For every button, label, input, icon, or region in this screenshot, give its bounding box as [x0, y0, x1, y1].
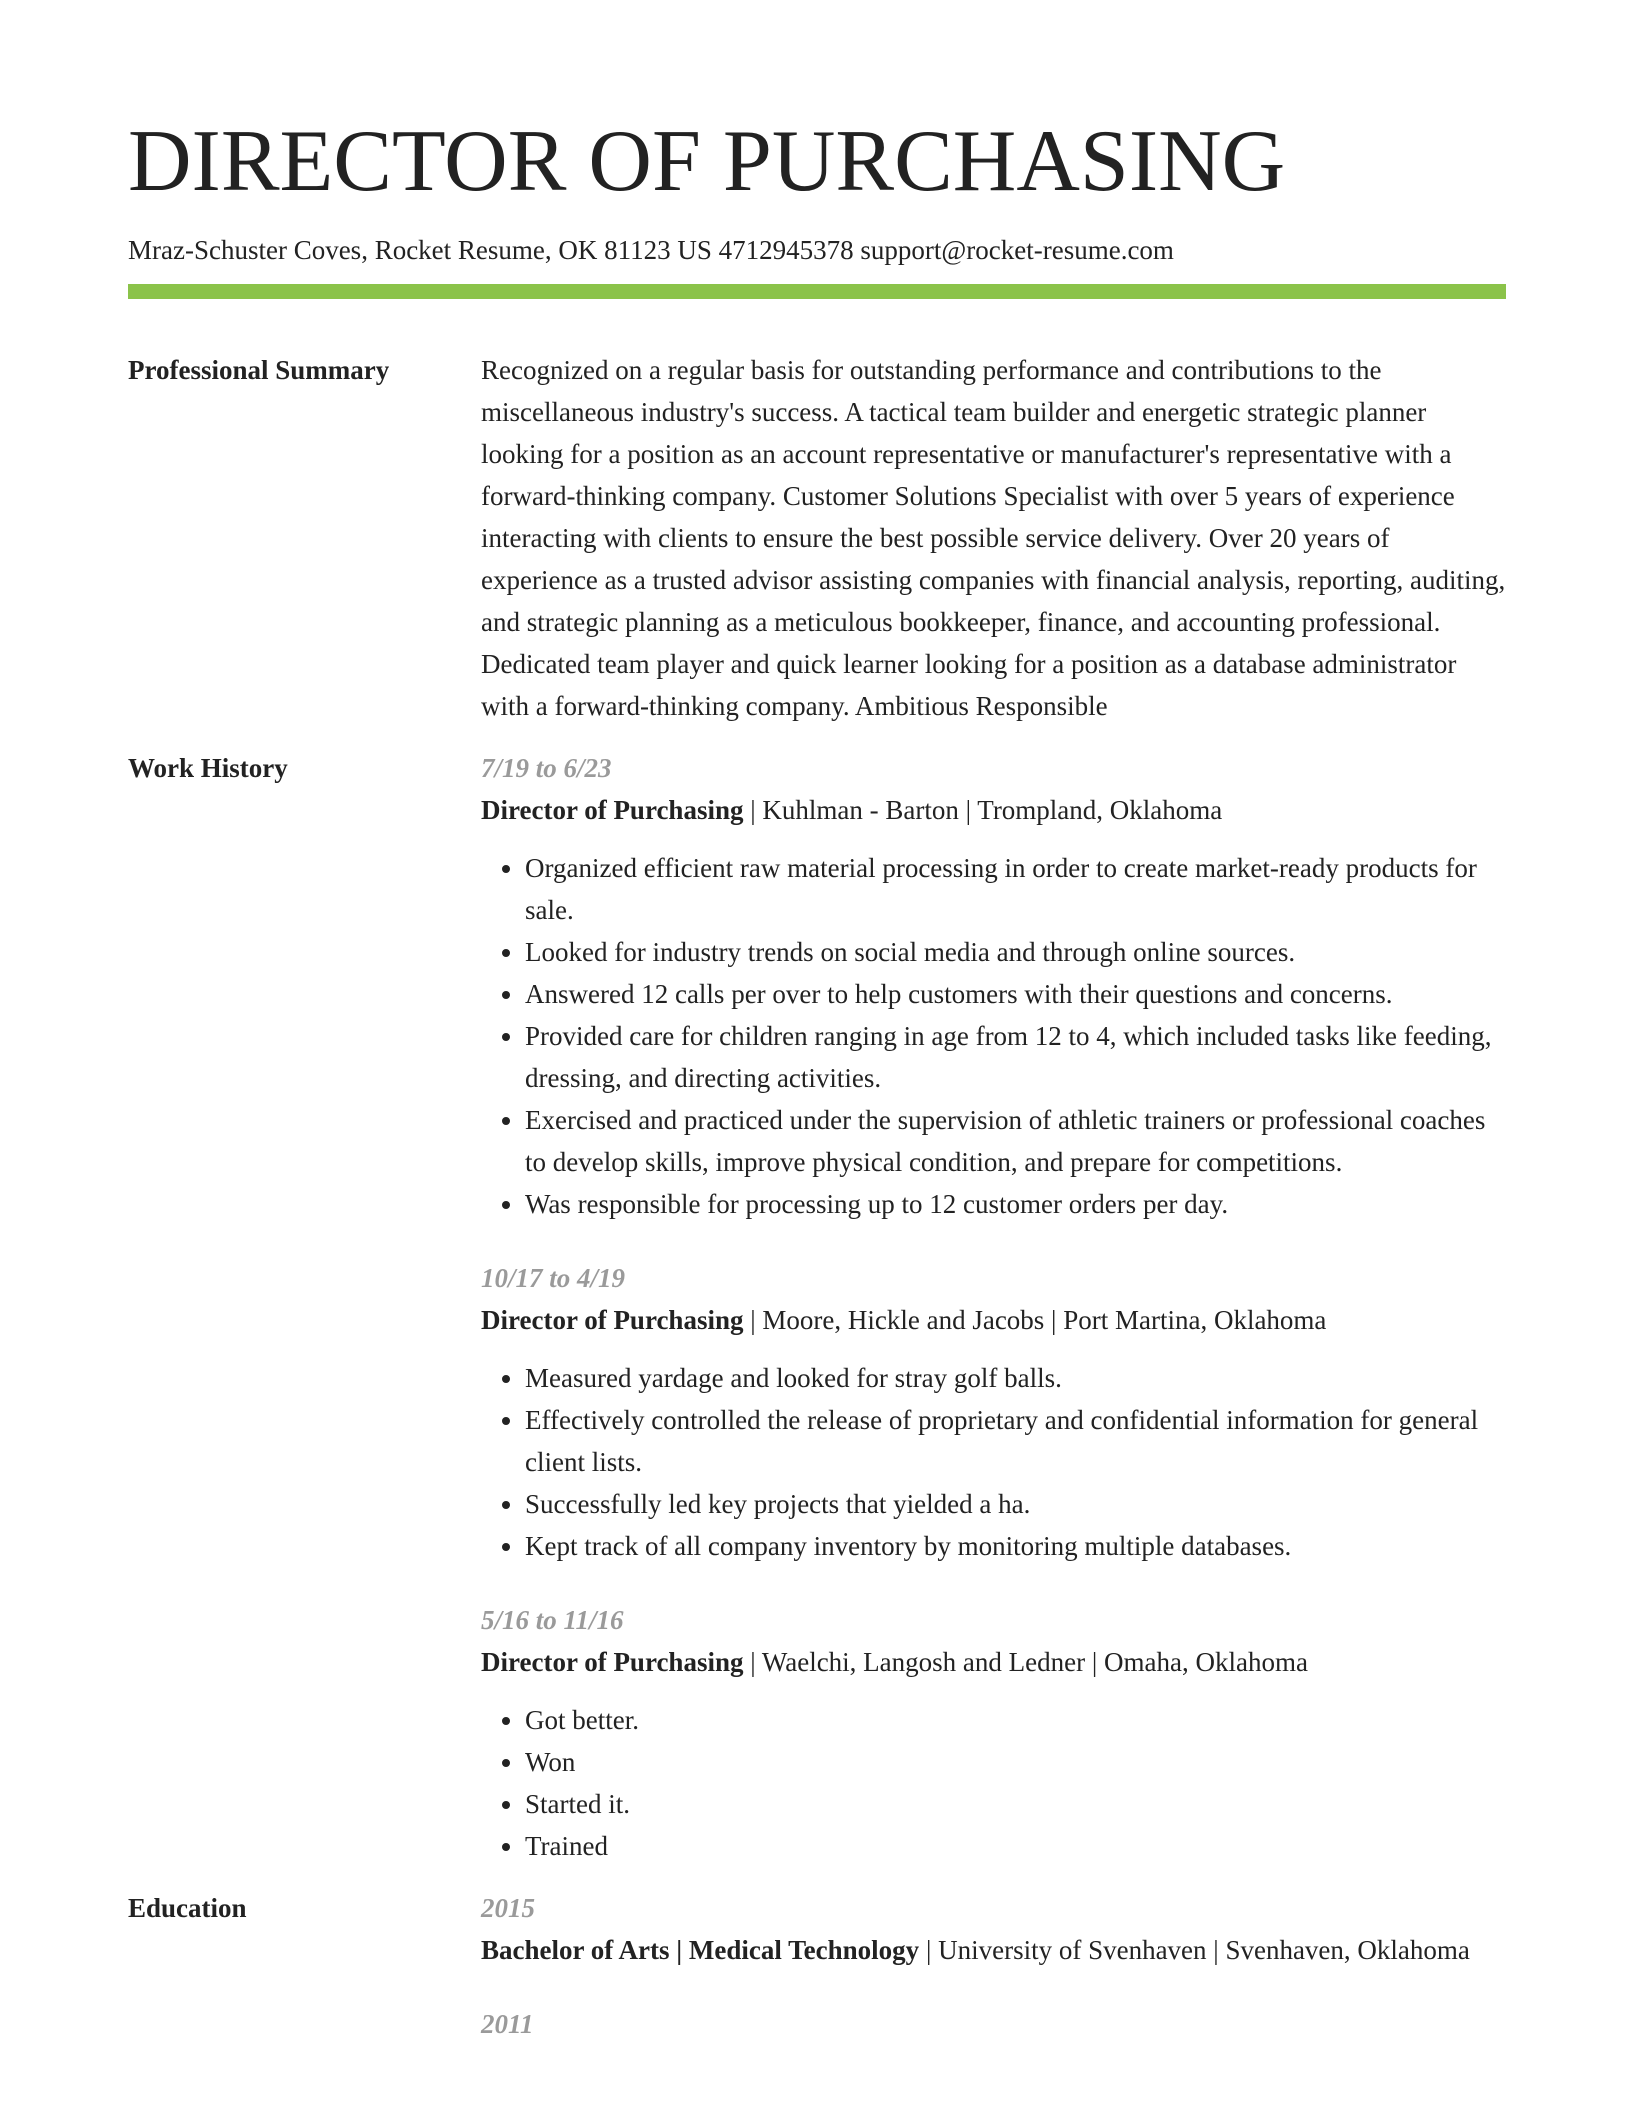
summary-section — [128, 349, 1506, 727]
job-bullets — [481, 1699, 1506, 1867]
work-history-section — [128, 747, 1506, 1867]
job-bullets — [481, 847, 1506, 1225]
work-history-body — [481, 747, 1506, 1867]
job-role-line — [481, 789, 1506, 831]
job-bullet: • Effectively controlled the release of proprietary and confidential information for general client lists. — [525, 1399, 1506, 1483]
education-details: | University of Svenhaven | Svenhaven, Oklahoma — [919, 1935, 1470, 1965]
job-bullet: • Kept track of all company inventory by monitoring multiple databases. — [525, 1525, 1506, 1567]
job-role-line — [481, 1299, 1506, 1341]
job-details: | Waelchi, Langosh and Ledner | Omaha, Oklahoma — [743, 1647, 1308, 1677]
job-bullet: • Was responsible for processing up to 12 customer orders per day. — [525, 1183, 1506, 1225]
education-entry — [481, 2003, 1506, 2045]
job-bullets — [481, 1357, 1506, 1567]
education-degree: Bachelor of Arts | Medical Technology — [481, 1935, 920, 1965]
job-title: Director of Purchasing — [481, 795, 744, 825]
resume-name: DIRECTOR OF PURCHASING — [128, 113, 1286, 210]
section-title-summary: Professional Summary — [128, 355, 390, 385]
job-bullet: • Organized efficient raw material processing in order to create market-ready products for sale. — [525, 847, 1506, 931]
education-body — [481, 1887, 1506, 2045]
education-section — [128, 1887, 1506, 2045]
education-degree-line — [481, 1929, 1506, 1971]
job-details: | Moore, Hickle and Jacobs | Port Martina, Oklahoma — [743, 1305, 1327, 1335]
education-year: 2015 — [481, 1893, 535, 1923]
job-bullet: • Provided care for children ranging in age from 12 to 4, which included tasks like feeding, dressing, and directing activities. — [525, 1015, 1506, 1099]
resume-page — [128, 113, 1506, 2045]
job-bullet: • Answered 12 calls per over to help customers with their questions and concerns. — [525, 973, 1506, 1015]
job-entry — [481, 1599, 1506, 1867]
job-entry — [481, 1257, 1506, 1567]
education-entry — [481, 1887, 1506, 1971]
header-divider — [128, 284, 1506, 299]
job-dates: 7/19 to 6/23 — [481, 753, 612, 783]
education-year: 2011 — [481, 2009, 534, 2039]
job-bullet: • Measured yardage and looked for stray golf balls. — [525, 1357, 1506, 1399]
job-title: Director of Purchasing — [481, 1305, 744, 1335]
job-bullet: • Won — [525, 1741, 1506, 1783]
job-role-line — [481, 1641, 1506, 1683]
job-bullet: • Exercised and practiced under the supervision of athletic trainers or professional coaches to develop skills, improve physical condition, and prepare for competitions. — [525, 1099, 1506, 1183]
job-bullet: • Trained — [525, 1825, 1506, 1867]
job-bullet: • Started it. — [525, 1783, 1506, 1825]
job-entry — [481, 747, 1506, 1225]
job-bullet: • Successfully led key projects that yielded a ha. — [525, 1483, 1506, 1525]
job-dates: 10/17 to 4/19 — [481, 1263, 626, 1293]
job-title: Director of Purchasing — [481, 1647, 744, 1677]
job-dates: 5/16 to 11/16 — [481, 1605, 624, 1635]
job-details: | Kuhlman - Barton | Trompland, Oklahoma — [743, 795, 1223, 825]
section-title-work-history: Work History — [128, 753, 288, 783]
summary-text: Recognized on a regular basis for outstanding performance and contributions to the miscellaneous industry's success. A tactical team builder and energetic strategic planner looking for a position as an account representative or manufacturer's representative with a forward-thinking company. Customer Solutions Specialist with over 5 years of experience interacting with clients to ensure the best possible service delivery. Over 20 years of experience as a trusted advisor assisting companies with financial analysis, reporting, auditing, and strategic planning as a meticulous bookkeeper, finance, and accounting professional. Dedicated team player and quick learner looking for a position as a database administrator with a forward-thinking company. Ambitious Responsible — [481, 355, 1506, 721]
contact-line: Mraz-Schuster Coves, Rocket Resume, OK 81123 US 4712945378 support@rocket-resume.com — [128, 235, 1174, 265]
section-title-education: Education — [128, 1893, 247, 1923]
job-bullet: • Got better. — [525, 1699, 1506, 1741]
job-bullet: • Looked for industry trends on social media and through online sources. — [525, 931, 1506, 973]
